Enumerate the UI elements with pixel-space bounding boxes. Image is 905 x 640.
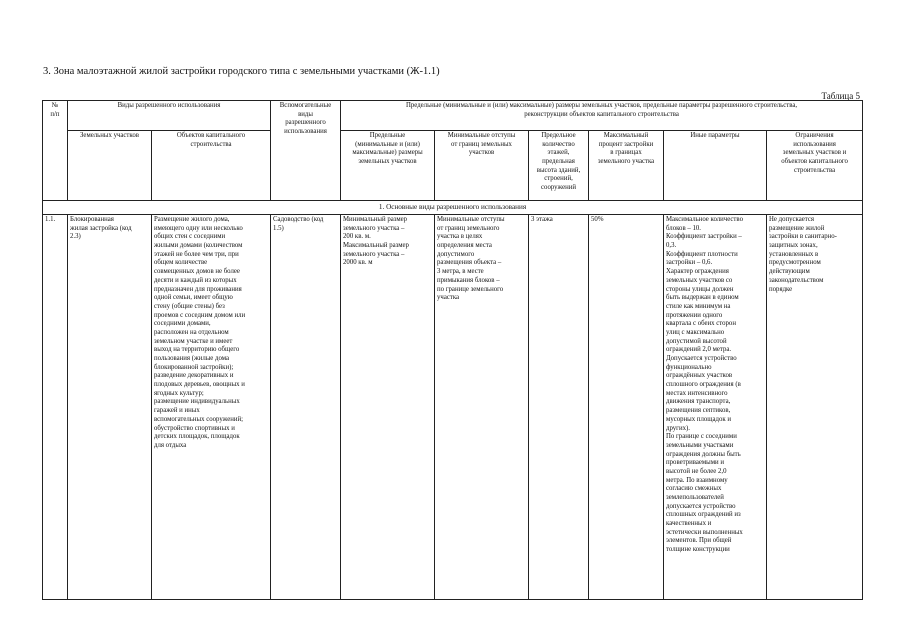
row-percent: 50% (591, 216, 604, 223)
section-title: 1. Основные виды разрешенного использования (43, 201, 863, 215)
row-floors: 3 этажа (531, 216, 553, 223)
header-auxiliary: Вспомогательные виды разрешенного использования (271, 101, 341, 201)
table-label: Таблица 5 (821, 91, 860, 101)
header-percent: Максимальный процент застройки в границах земельного участка (589, 131, 664, 201)
table-row (43, 215, 863, 600)
row-num: 1.1. (45, 216, 56, 223)
row-plot-size: Минимальный размер земельного участка – 200 кв. м. Максимальный размер земельного участка – 2000 кв. м (343, 216, 409, 267)
header-floors: Предельное количество этажей, предельная высота зданий, строений, сооружений (529, 131, 589, 201)
page-heading: 3. Зона малоэтажной жилой застройки городского типа с земельными участками (Ж-1.1) (43, 66, 440, 77)
header-num: № п/п (43, 101, 68, 201)
header-size: Предельные (минимальные и (или) максимальные) размеры земельных участков (341, 131, 435, 201)
zoning-table (42, 100, 863, 600)
header-permitted-uses: Виды разрешенного использования (68, 101, 271, 131)
header-setback: Минимальные отступы от границ земельных участков (435, 131, 529, 201)
row-land-use: Блокированная жилая застройка (код 2.3) (70, 216, 132, 241)
header-capital: Объектов капитального строительства (152, 131, 271, 201)
header-limits: Предельные (минимальные и (или) максимальные) размеры земельных участков, предельные параметры разрешенного строительства, реконструкции объектов капитального строительства (341, 101, 863, 131)
row-capital-use: Размещение жилого дома, имеющего одну или несколько общих стен с соседними жилыми домами (количеством этажей не более чем три, при общем количестве совмещенных домов не более десяти и каждый из которых предназначен для проживания одной семьи, имеет общую стену (общие стены) без проемов с соседним домом или соседними домами, расположен на отдельном земельном участке и имеет выход на территорию общего пользования (жилые дома блокированной застройки); разведение декоративных и плодовых деревьев, овощных и ягодных культур; размещение индивидуальных гаражей и иных вспомогательных сооружений; обустройство спортивных и детских площадок, площадок для отдыха (154, 216, 246, 449)
header-other: Иные параметры (664, 131, 767, 201)
row-auxiliary-use: Садоводство (код 1.5) (273, 216, 324, 232)
header-land: Земельных участков (68, 131, 152, 201)
header-restrictions: Ограничения использования земельных участков и объектов капитального строительства (767, 131, 863, 201)
row-restrictions: Не допускается размещение жилой застройки в санитарно- защитных зонах, установленных в предусмотренном действующим законодательством порядке (769, 216, 837, 293)
row-other-params: Максимальное количество блоков – 10. Коэффициент застройки – 0,3. Коэффициент плотности застройки – 0,6. Характер ограждения земельных участков со стороны улицы должен быть выдержан в едином стиле как минимум на протяжении одного квартала с обеих сторон улиц с максимально допустимой высотой ограждений 2,0 метра. Допускается устройство функционально ограждённых участков сплошного ограждения (в местах интенсивного движения транспорта, размещения септиков, мусорных площадок и других). По границе с соседними земельными участками ограждения должны быть проветриваемыми и высотой не более 2,0 метра. По взаимному согласию смежных землепользователей допускается устройство сплошных ограждений из качественных и эстетически выполненных элементов. При общей толщине конструкции (666, 216, 743, 554)
row-setback: Минимальные отступы от границ земельного участка в целях определения места допустимого размещения объекта – 3 метра, в месте примыкания блоков – по границе земельного участка (437, 216, 505, 302)
